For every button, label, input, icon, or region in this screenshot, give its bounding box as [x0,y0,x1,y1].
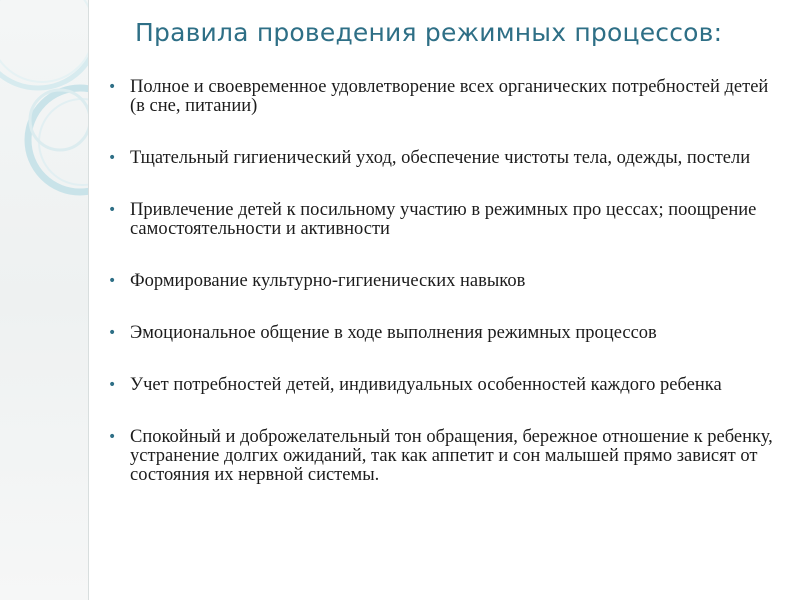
panel-divider [88,0,89,600]
list-item [105,376,785,395]
list-item-text: Формирование культурно-гигиенических навыков [130,271,526,291]
list-item [105,272,785,291]
bullet-icon: • [108,150,117,166]
decorative-side-panel [0,0,88,600]
bullet-icon: • [108,273,117,289]
slide-title: Правила проведения режимных процессов: [135,18,723,47]
bullet-icon: • [108,429,117,445]
list-item [105,428,785,485]
list-item-text: Учет потребностей детей, индивидуальных особенностей каждого ребенка [130,375,722,395]
bullet-list [105,78,785,485]
bullet-icon: • [108,377,117,393]
bullet-icon: • [108,202,117,218]
list-item-text: Эмоциональное общение в ходе выполнения режимных процессов [130,323,657,343]
list-item-text: Спокойный и доброжелательный тон обращения, бережное отношение к ребенку, устранение долгих ожиданий, так как аппетит и сон малышей прямо зависят от состояния их нервной системы. [130,427,773,485]
list-item [105,324,785,343]
list-item [105,201,785,239]
decorative-rings-icon [0,0,88,600]
bullet-icon: • [108,325,117,341]
list-item-text: Полное и своевременное удовлетворение всех органических потребностей детей (в сне, питании) [130,77,769,116]
list-item [105,78,785,116]
list-item-text: Тщательный гигиенический уход, обеспечение чистоты тела, одежды, постели [130,148,751,168]
bullet-icon: • [108,79,117,95]
list-item [105,149,785,168]
list-item-text: Привлечение детей к посильному участию в режимных про цессах; поощрение самостоятельности и активности [130,200,757,239]
